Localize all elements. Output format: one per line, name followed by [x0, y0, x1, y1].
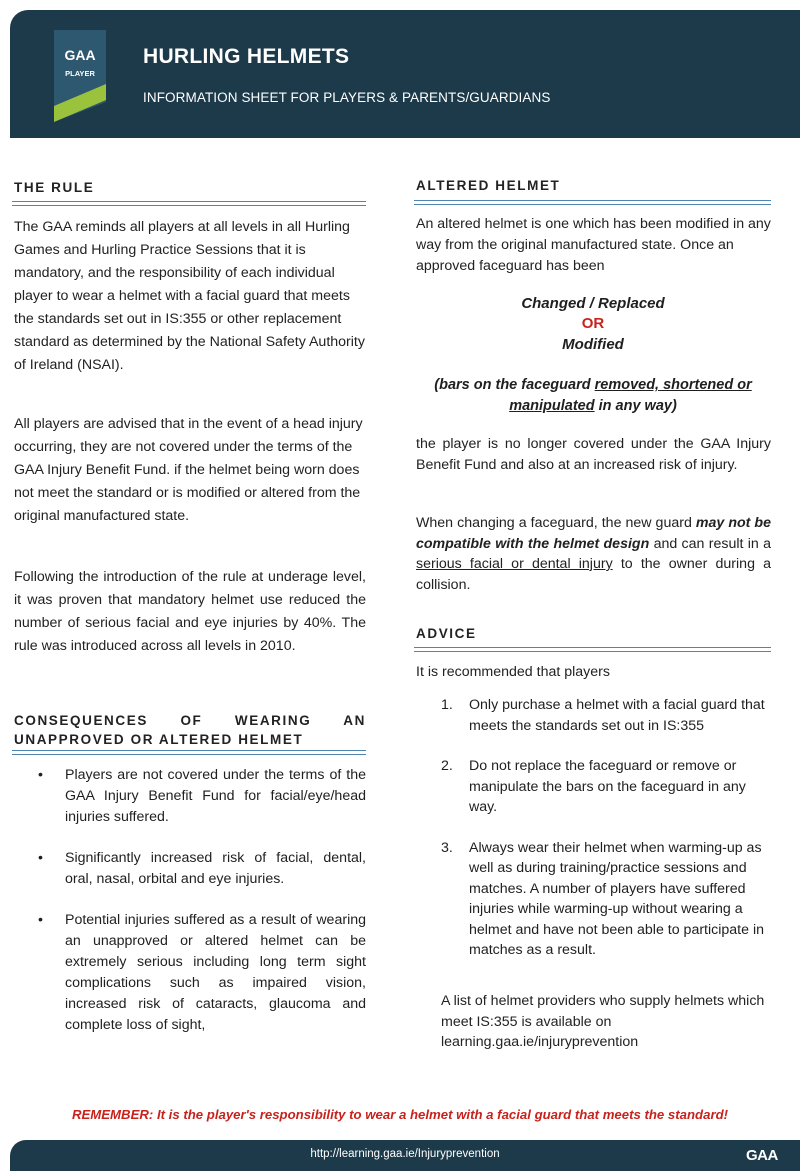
list-item: • Potential injuries suffered as a result of wearing an unapproved or altered helmet can be extremely serious including long term sight complications such as impaired vision, increased risk of cataracts, glaucoma and complete loss of sight,: [38, 912, 366, 1033]
altered-paragraph-3: When changing a faceguard, the new guard may not be compatible with the helmet design and can result in a serious facial or dental injury to the owner during a collision.: [416, 515, 772, 593]
advice-intro: It is recommended that players: [416, 664, 610, 680]
consequences-list: [38, 765, 366, 1056]
header-banner: [10, 10, 800, 138]
section-title-consequences: CONSEQUENCES OF WEARING AN UNAPPROVED OR ALTERED HELMET: [14, 713, 366, 747]
page-subtitle: INFORMATION SHEET FOR PLAYERS & PARENTS/GUARDIANS: [143, 90, 551, 105]
list-item: 3. Always wear their helmet when warming-up as well as during training/practice sessions and matches. A number of players have suffered injuries while warming-up without wearing a helmet and have not been able to participate in matches as a result.: [441, 839, 764, 958]
section-divider: [12, 750, 366, 755]
list-item: • Significantly increased risk of facial, dental, oral, nasal, orbital and eye injuries.: [38, 850, 366, 887]
section-title-advice: ADVICE: [416, 626, 477, 641]
advice-list: [441, 695, 771, 981]
modified-text: Modified: [562, 336, 624, 353]
footer-url-link[interactable]: http://learning.gaa.ie/Injuryprevention: [310, 1148, 500, 1160]
list-item: 1. Only purchase a helmet with a facial guard that meets the standards set out in IS:355: [441, 697, 765, 734]
section-divider: [12, 201, 366, 206]
helmet-providers-note: A list of helmet providers who supply helmets which meet IS:355 is available on learning.gaa.ie/injuryprevention: [441, 993, 765, 1050]
faceguard-bars-note: (bars on the faceguard removed, shortened or manipulated in any way): [434, 377, 752, 414]
list-item: 2. Do not replace the faceguard or remove or manipulate the bars on the faceguard in any way.: [441, 758, 746, 815]
gaa-player-logo: [54, 30, 106, 122]
section-divider: [414, 200, 771, 205]
page-title: HURLING HELMETS: [143, 45, 350, 68]
rule-paragraph-1: The GAA reminds all players at all levels in all Hurling Games and Hurling Practice Sessions that it is mandatory, and the responsibility of each individual player to wear a helmet with a facial guard that meets the standards set out in IS:355 or other replacement standard as determined by the National Safety Authority of Ireland (NSAI).: [14, 219, 365, 373]
section-title-altered-helmet: ALTERED HELMET: [416, 178, 561, 193]
gaa-footer-logo: GAA: [746, 1147, 778, 1164]
list-item: • Players are not covered under the terms of the GAA Injury Benefit Fund for facial/eye/head injuries suffered.: [38, 767, 366, 825]
altered-paragraph-1: An altered helmet is one which has been modified in any way from the original manufactured state. Once an approved faceguard has been: [416, 216, 771, 274]
footer-bar: [10, 1140, 800, 1171]
altered-paragraph-2: the player is no longer covered under the GAA Injury Benefit Fund and also at an increased risk of injury.: [416, 436, 771, 473]
changed-replaced-text: Changed / Replaced: [521, 295, 665, 312]
rule-paragraph-2: All players are advised that in the event of a head injury occurring, they are not covered under the terms of the GAA Injury Benefit Fund. if the helmet being worn does not meet the standard or is modified or altered from the original manufactured state.: [14, 416, 363, 524]
rule-paragraph-3: Following the introduction of the rule at underage level, it was proven that mandatory helmet use reduced the number of serious facial and eye injuries by 40%. The rule was introduced across all levels in 2010.: [14, 569, 366, 654]
section-title-the-rule: THE RULE: [14, 180, 95, 195]
or-text: OR: [581, 315, 605, 332]
svg-text:GAA: GAA: [64, 47, 96, 63]
remember-banner: REMEMBER: It is the player's responsibility to wear a helmet with a facial guard that meets the standard!: [71, 1107, 729, 1122]
section-divider: [414, 647, 771, 652]
svg-text:PLAYER: PLAYER: [65, 69, 95, 78]
